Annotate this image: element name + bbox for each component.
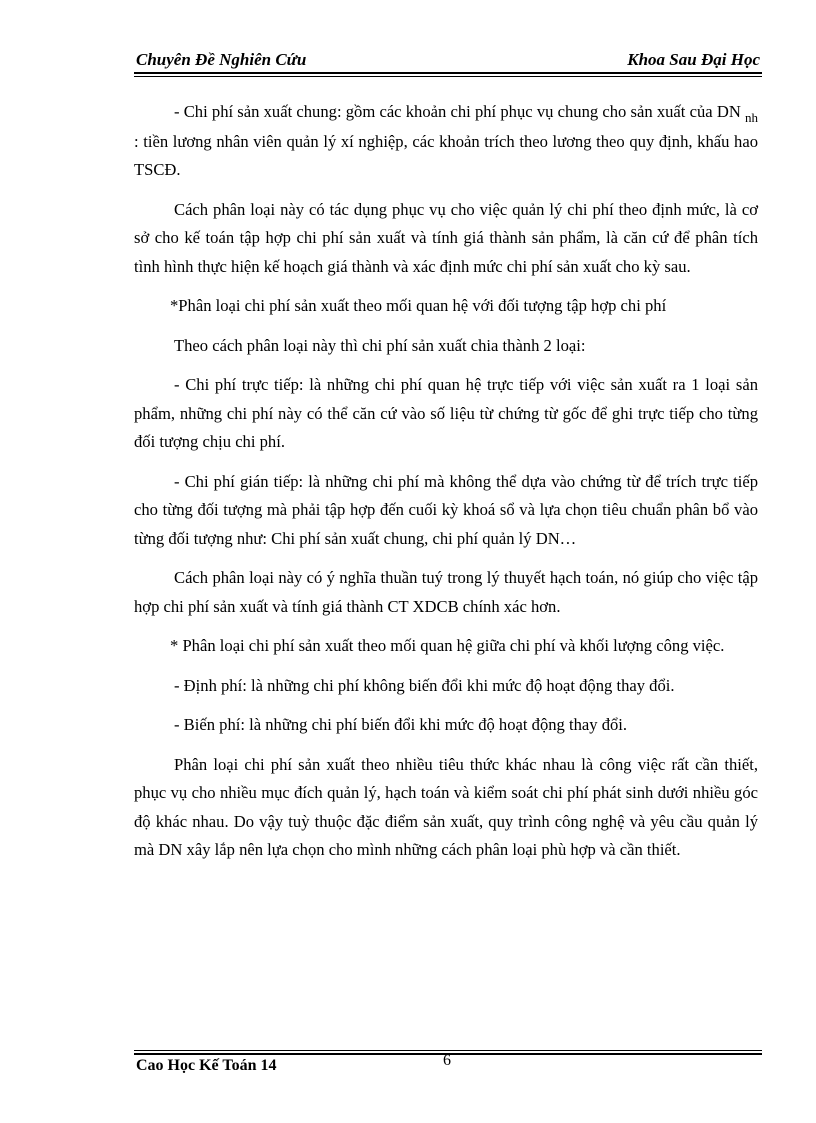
subscript-text: nh [745,110,758,125]
footer-divider-thin [134,1050,762,1051]
paragraph-variable-cost: - Biến phí: là những chi phí biến đổi khi mức độ hoạt động thay đổi. [174,715,628,734]
paragraph-fixed-cost: - Định phí: là những chi phí không biến đổi khi mức độ hoạt động thay đổi. [174,675,675,695]
paragraph-conclusion: Phân loại chi phí sản xuất theo nhiều tiêu thức khác nhau là công việc rất cần thiết, phục vụ cho nhiều mục đích quản lý, hạch toán và kiểm soát chi phí phát sinh dưới nhiều góc độ khác nhau. Do vậy tuỳ thuộc đặc điểm sản xuất, quy trình công nghệ và yêu cầu quản lý mà DN xây lắp nên lựa chọn cho mình những cách phân loại phù hợp và cần thiết. [134,754,758,859]
document-body [134,98,758,876]
header-title-left: Chuyên Đề Nghiên Cứu [136,50,307,69]
paragraph-heading-relation: *Phân loại chi phí sản xuất theo mối quan hệ với đối tượng tập hợp chi phí [170,296,667,315]
paragraph-indirect-cost: - Chi phí gián tiếp: là những chi phí mà không thể dựa vào chứng từ để trích trực tiếp cho từng đối tượng mà phải tập hợp đến cuối kỳ khoá sổ và lựa chọn tiêu chuẩn phân bổ vào từng đối tượng như: Chi phí sản xuất chung, chi phí quản lý DN… [134,471,758,548]
paragraph-two-types: Theo cách phân loại này thì chi phí sản xuất chia thành 2 loại: [174,335,586,355]
paragraph-classification-effect: Cách phân loại này có tác dụng phục vụ cho việc quản lý chi phí theo định mức, là cơ sở cho kế toán tập hợp chi phí sản xuất và tính giá thành sản phẩm, là căn cứ để phân tích tình hình thực hiện kế hoạch giá thành và xác định mức chi phí sản xuất cho kỳ sau. [134,199,758,276]
footer-course-name: Cao Học Kế Toán 14 [136,1057,277,1074]
page-number: 6 [443,1052,451,1069]
paragraph-heading-volume: * Phân loại chi phí sản xuất theo mối quan hệ giữa chi phí và khối lượng công việc. [170,636,725,655]
paragraph-text: - Chi phí sản xuất chung: gồm các khoản chi phí phục vụ chung cho sản xuất của DN [174,102,745,121]
page-header [134,48,762,74]
paragraph-direct-cost: - Chi phí trực tiếp: là những chi phí quan hệ trực tiếp với việc sản xuất ra 1 loại sản phẩm, những chi phí này có thể căn cứ vào số liệu từ chứng từ gốc để ghi trực tiếp cho từng đối tượng chịu chi phí. [134,375,758,451]
paragraph-overhead-cost [134,98,758,185]
header-divider [134,72,762,74]
paragraph-text: : tiền lương nhân viên quản lý xí nghiệp, các khoản trích theo lương theo quy định, khấu hao TSCĐ. [134,131,758,179]
paragraph-classification-meaning: Cách phân loại này có ý nghĩa thuần tuý trong lý thuyết hạch toán, nó giúp cho việc tập hợp chi phí sản xuất và tính giá thành CT XDCB chính xác hơn. [134,568,758,616]
header-title-right: Khoa Sau Đại Học [627,50,760,69]
header-divider-thin [134,76,762,77]
